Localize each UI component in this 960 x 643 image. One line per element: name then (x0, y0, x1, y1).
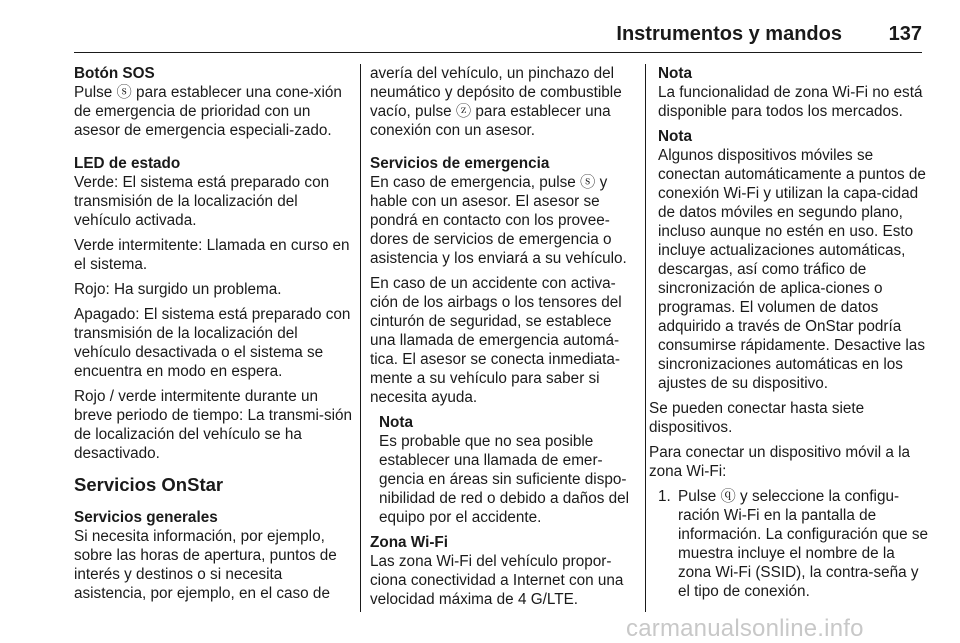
note-text: La funcionalidad de zona Wi-Fi no está disponible para todos los mercados. (658, 84, 923, 120)
column-middle (370, 64, 636, 615)
note-title: Nota (658, 128, 692, 145)
paragraph: Se pueden conectar hasta siete dispositivos. (649, 400, 865, 436)
list-item (649, 487, 930, 601)
paragraph: En caso de un accidente con activa-ción de los airbags o los tensores del cinturón de seguridad, se establece una llamada de emergencia automá-tica. El asesor se conecta inmediata-mente a su vehículo para saber si necesita ayuda. (370, 275, 622, 406)
heading-sos-button: Botón SOS (74, 65, 155, 82)
list-text: Pulse ⓠ y seleccione la configu-ración Wi-Fi en la pantalla de información. La configuración que se muestra incluye el nombre de la zona Wi-Fi (SSID), la contra-seña y el tipo de conexión. (678, 488, 929, 600)
note-text: Es probable que no sea posible establecer una llamada de emer-gencia en áreas sin suficiente dispo-nibilidad de red o debido a daños del equipo por el accidente. (379, 433, 630, 526)
heading-emergency-services: Servicios de emergencia (370, 155, 550, 172)
page-number: 137 (888, 23, 922, 45)
note-block (649, 64, 930, 121)
paragraph: Rojo: Ha surgido un problema. (74, 281, 282, 298)
note-block (370, 413, 636, 527)
paragraph: Para conectar un dispositivo móvil a la zona Wi-Fi: (649, 444, 911, 480)
paragraph: Las zona Wi-Fi del vehículo propor-ciona conectividad a Internet con una velocidad máxima de 4 G/LTE. (370, 553, 624, 608)
watermark: carmanualsonline.info (626, 615, 864, 642)
note-title: Nota (658, 65, 692, 82)
section-heading-onstar: Servicios OnStar (74, 474, 224, 495)
list-number: 1. (658, 488, 671, 505)
column-left (74, 64, 357, 609)
heading-wifi-hotspot: Zona Wi-Fi (370, 534, 449, 551)
paragraph: Verde intermitente: Llamada en curso en el sistema. (74, 237, 350, 273)
note-text: Algunos dispositivos móviles se conectan automáticamente a puntos de conexión Wi-Fi y utilizan la capa-cidad de datos móviles en segundo plano, incluso aunque no estén en uso. Esto incluye actualizaciones automáticas, descargas, así como tráfico de sincronización de aplica-ciones o programas. El volumen de datos adquirido a través de OnStar podría consumirse rápidamente. Desactive las sincronizaciones automáticas en los ajustes de su dispositivo. (658, 147, 926, 392)
heading-general-services: Servicios generales (74, 509, 218, 526)
note-title: Nota (379, 414, 413, 431)
column-right (649, 64, 930, 601)
running-title: Instrumentos y mandos (616, 23, 842, 45)
paragraph: En caso de emergencia, pulse ⓢ y hable con un asesor. El asesor se pondrá en contacto con los provee-dores de servicios de emergencia o asistencia y los enviará a su vehículo. (370, 174, 627, 267)
column-divider (360, 64, 361, 612)
paragraph: Pulse ⓢ para establecer una cone-xión de emergencia de prioridad con un asesor de emergencia especiali-zado. (74, 84, 342, 139)
paragraph: Si necesita información, por ejemplo, sobre las horas de apertura, puntos de interés y destinos o si necesita asistencia, por ejemplo, en el caso de (74, 528, 337, 602)
paragraph: Apagado: El sistema está preparado con transmisión de la localización del vehículo desactivada o el sistema se encuentra en modo en espera. (74, 306, 351, 380)
paragraph: Verde: El sistema está preparado con transmisión de la localización del vehículo activada. (74, 174, 330, 229)
page-header (0, 0, 960, 53)
heading-status-led: LED de estado (74, 155, 181, 172)
column-divider (645, 64, 646, 612)
paragraph: Rojo / verde intermitente durante un breve periodo de tiempo: La transmi-sión de localización del vehículo se ha desactivado. (74, 388, 353, 462)
note-block (649, 127, 930, 393)
paragraph: avería del vehículo, un pinchazo del neumático y depósito de combustible vacío, pulse ⓩ para establecer una conexión con un asesor. (370, 65, 622, 139)
header-rule (74, 52, 922, 53)
